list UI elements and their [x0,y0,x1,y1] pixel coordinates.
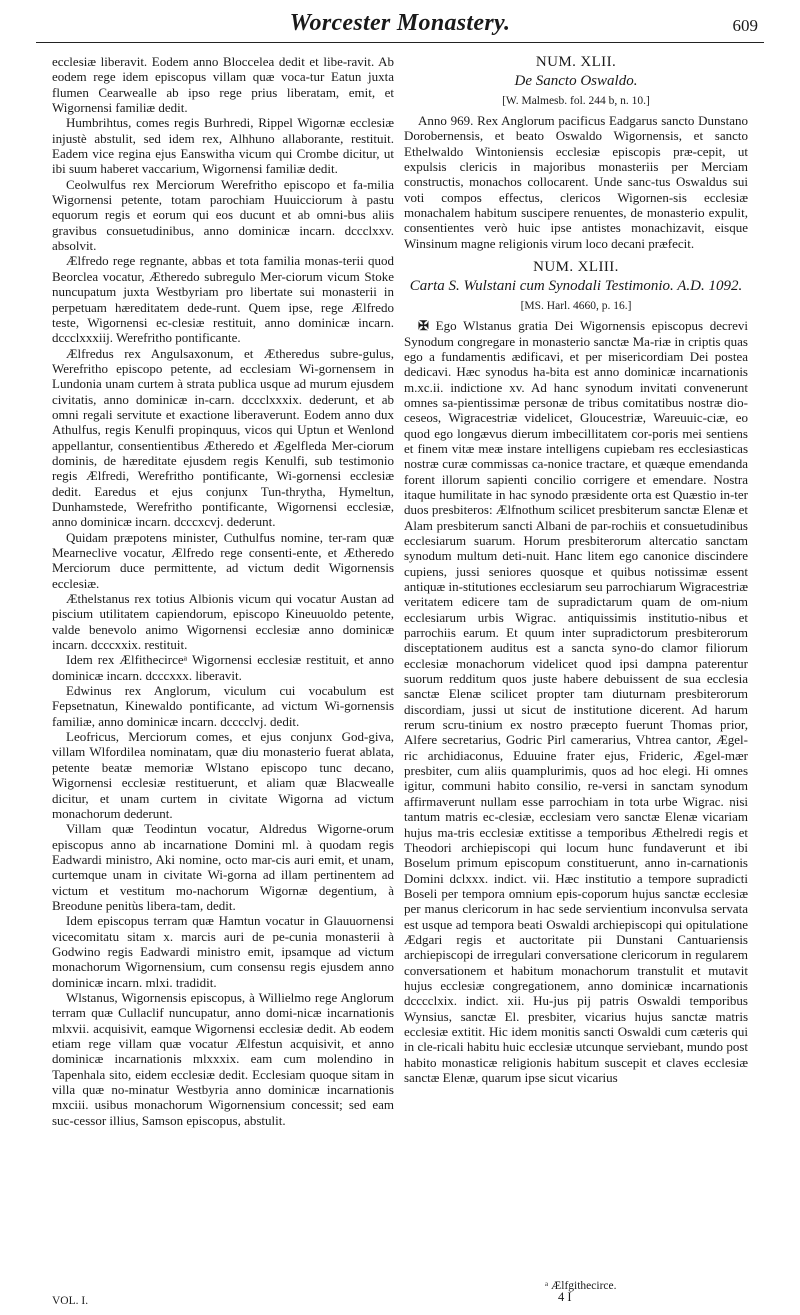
source-citation-xliii: [MS. Harl. 4660, p. 16.] [520,299,632,312]
paragraph: Idem episcopus terram quæ Hamtun vocatur in Glauuornensi vicecomitatu sitam x. marcis auri de pe-cunia monasterii à Godwino regis Eadwardi ministro emit, ipsamque ad victum monachorum Wigornensium, cum consensu regis ejusdem anno dominicæ incarn. mlxi. tradidit. [52,913,394,990]
paragraph: Leofricus, Merciorum comes, et ejus conjunx God-giva, villam Wlfordilea nominatam, quæ diu monasterio fuerat ablata, petente beatæ memoriæ Wlstano episcopo tunc decano, Wigornensi ecclesiæ restituerunt, et aliam quæ Blacwealle dicitur, et unam curtem in civitate Wigorna ad victum monachorum dederunt. [52,729,394,821]
paragraph: Ceolwulfus rex Merciorum Werefritho episcopo et fa-milia Wigornensi petente, totam parochiam Huuicciorum à pastu equorum regis et eorum qui eos ducunt et ab omni-bus aliis gravibus consuetudinibus, anno dominicæ incarn. dccclxxv. absolvit. [52,176,394,254]
volume-label: VOL. I. [52,1295,89,1307]
running-head [36,6,764,40]
footnote: ᵃ Ælfgithecirce. [545,1280,617,1292]
right-column [404,54,748,1085]
paragraph: Ælfredo rege regnante, abbas et tota familia monas-terii quod Beorclea vocatur, Ætheredo subregulo Mer-ciorum vicum Stoke nuncupatum juxta Westbyriam pro libertate sui monasterii in perpetuam hæreditatem dede-runt. Quem ipse, rege Ælfredo teste, Wigornensi ec-clesiæ restituit, anno dominicæ incarn. dccclxxxiij. Werefritho pontificante. [52,253,394,346]
paragraph: Humbrihtus, comes regis Burhredi, Rippel Wigornæ ecclesiæ injustè abstulit, sed idem rex, Alhhuno allaborante, restituit. Eadem vice regina ejus Eanswitha vicum qui Crombe dicitur, ut ibi suum haberet vaccarium, Wigornensi familiæ dedit. [52,115,394,177]
paragraph: Quidam præpotens minister, Cuthulfus nomine, ter-ram quæ Mearneclive vocatur, Ælfredo rege consenti-ente, et Ætheredo Merciorum duce permittente, ad victum dedit Wigornensis ecclesiæ. [52,529,394,591]
left-column [52,54,394,1128]
charter-text: Ego Wlstanus gratia Dei Wigornensis episcopus decrevi Synodum congregare in monasterio sanctæ Ma-riæ in criptis quas ego a fundamentis ædificavi, et per misericordiam Dei postea dedicavi. Hæc synodus ha-bita est anno dominicæ incarnationis m.xc.ii. indictione xv. Ad hanc synodum invitati convenerunt omnes sa-pientissimæ personæ de tribus comitatibus nostræ dio-ceseos, Wigracestriæ videlicet, Gloucestriæ, Wareuuic-ciæ, eo quod ego longævus dierum imbecillitatem cor-poris mei sentiens et finem vitæ meæ instare intelligens cupiebam res ecclesiasticas nostræ curæ commissas ca-nonice tractare, et quæque emendanda forent illorum sapienti concilio corrigere et emendare. Nostra itaque humilitate in hac synodo præsidente orta est Quæstio in-ter duos presbiteros: Ælfnothum scilicet presbiterum sanctæ Elenæ et Alam presbiterum sancti Albani de par-rochiis et consuetudinibus ecclesiarum suarum. Horum presbiterorum altercatio sanctam synodum multum deti-nuit. Hanc litem ego canonice discindere cupiens, jussi seniores quosque et quibus notissimæ essent antiquæ in-stitutiones ecclesiarum seu parrochiarum Wigracestriæ veritatem edicere tam de supradictarum quam de om-nium ecclesiarum urbis Wigrac. antiquissimis institutio-nibus et parrochiis earum. Et quum inter supradictorum presbiterorum disceptationem auditus est a sancta syno-do clamor filiorum ecclesiæ monachorum videlicet quod ipsi dampna paterentur suorum redditum quos juste habere debuissent de sua ecclesia sanctæ Elenæ scilicet propter tam diuturnam presbiterorum discordiam, jussi ut sicut de institutione dicerent. Ad harum rerum scru-tinium ex nostro præcepto fuerunt Thomas prior, Alfere secretarius, Godric Pirl camerarius, Vhtrea cantor, Ægel-ric archidiaconus, Eduuine frater ejus, Frideric, Ægel-mær presbiter, cum aliis quamplurimis, quos ad hoc elegi. Hi omnes igitur, communi habito consilio, re-versi in sanctam synodum affirmaverunt nullam esse parrochiam in tota urbe Wigrac. nisi tantum matris ec-clesiæ, ecclesiam vero sanctæ Elenæ vicariam hujus ma-tris ecclesiæ extitisse a temporibus Æthelredi regis et Theodori archiepiscopi qui locum hunc fundaverunt et ibi Boselum primum episcopum constituerunt, anno in-carnationis Domini dclxxx. indict. vii. Hæc institutio a tempore supradicti Boseli per tempora omnium epis-coporum hujus sanctæ ecclesiæ per manus clericorum in hac sede servientium inconvulsa servata est usque ad tempora beati Oswaldi archiepiscopi qui opitulatione Ædgari regis et auctoritate pii Dunstani Cantuariensis archiepiscopi de irregulari conversatione clericorum in regularem conversationem et habitum monachorum transtulit et mutavit hujus ecclesiæ congregationem, anno dominicæ incarnationis dcccclxix. indict. xii. Hu-jus pij patris Oswaldi temporibus Wynsius, sanctæ El. presbiter, vicarius hujus sanctæ matris ecclesiæ extitit. Hic idem monitis sancti Oswaldi cum cæteris qui in cle-ricali habitu huic ecclesiæ utcunque serviebant, mundo post habito monasticæ religionis habitum suscepit et claves ecclesiæ sanctæ Elenæ, quarum ipse sicut vicarius [404,318,749,1085]
section-title-xlii: De Sancto Oswaldo. [514,73,638,90]
paragraph: Æthelstanus rex totius Albionis vicum qui vocatur Austan ad piscium utilitatem capiendorum, episcopo Kineuuoldo petente, valde benevolo animo Wigornensi ecclesiæ anno dominicæ incarn. dcccxxix. restituit. [52,591,394,653]
paragraph: Anno 969. Rex Anglorum pacificus Eadgarus sancto Dunstano Dorobernensis, et beato Oswaldo Wigornensis, et sancto Ethelwaldo Wintoniensis ecclesiæ episcopis præ-cepit, ut expulsis clericis in majoribus monasteriis per Merciam constructis, monachos collocarent. Unde sanc-tus Oswaldus sui voti compos effectus, clericos Wigornen-sis ecclesiæ monachalem habitum suscipere renuentes, de monasterio expulit, consentientes verò huic ipse antistes monachizavit, eisque Winsinum magne religionis virum loco decani præfecit. [404,113,748,251]
page-number: 609 [732,16,758,35]
paragraph: Edwinus rex Anglorum, viculum cui vocabulum est Fepsetnatun, Kinewaldo pontificante, ad victum Wi-gornensis familiæ, anno dominicæ incarn. dcccclvj. dedit. [52,683,394,729]
paragraph: Wlstanus, Wigornensis episcopus, à Willielmo rege Anglorum terram quæ Cullaclif nuncupatur, anno domi-nicæ incarnationis mlxvii. acquisivit, eamque Wigornensi ecclesiæ dedit. Ab eodem etiam rege villam quæ vocatur Ælfestun acquisivit, et anno dominicæ incarnationis mlxxxix. eam cum molendino in Tapenhala sito, eidem ecclesiæ dedit. Ecclesiam quoque sitam in villa quæ no-minatur Westbyria anno dominicæ incarnationis mxciii. usibus monachorum Wigornensium concessit; sed eam suc-cessor illius, Samson episcopus, abstulit. [52,989,394,1128]
cross-icon: ✠ [418,318,429,334]
section-title-xliii: Carta S. Wulstani cum Synodali Testimonio. A.D. 1092. [409,278,743,295]
paragraph: ecclesiæ liberavit. Eodem anno Bloccelea dedit et libe-ravit. Ab eodem rege idem episcopus villam quæ voca-tur Eatun juxta flumen Cearwealle ab ipso rege prius liberatam, emit, et Wigornensi familiæ dedit. [52,54,394,116]
section-number-xliii: NUM. XLIII. [533,259,619,276]
paragraph: Idem rex Ælfithecirceᵃ Wigornensi ecclesiæ restituit, et anno dominicæ incarn. dcccxxx. liberavit. [52,652,394,683]
header-rule [36,42,764,43]
page-header-title: Worcester Monastery. [289,10,511,36]
paragraph: Ælfredus rex Angulsaxonum, et Ætheredus subre-gulus, Werefritho episcopo petente, ad ecclesiam Wi-gornensem in Lundonia unam curtem à strata publica usque ad murum ejusdem civitatis, anno dominicæ in-carn. dccclxxxix. dederunt, et ab omni regali servitute et exactione liberaverunt. Eodem anno dux Athulfus, regis Kenulfi propinquus, vicos qui Uptun et Wenlond appellantur, consentientibus Ætheredo et Ægelfleda Mer-ciorum dominis, de hæreditate ejusdem regis Kenulfi, sub testimonio regis Ælfredi, Werefritho pontificante, Wi-gornensi ecclesiæ dedit. Earedus et ejus conjunx Tun-thrytha, Hymeltun, Dunhamstede, Werefritho pontificante, Wigornensi ecclesiæ, anno dominicæ incarn. dcccxcvj. dederunt. [52,345,394,530]
source-citation-xlii: [W. Malmesb. fol. 244 b, n. 10.] [502,94,650,107]
section-number-xlii: NUM. XLII. [535,54,617,70]
paragraph: Villam quæ Teodintun vocatur, Aldredus Wigorne-orum episcopus anno ab incarnatione Domini ml. à quodam regis Eadwardi ministro, Aki nomine, octo mar-cis auri emit, et unam, curtemque unam in civitate Wi-gorna ad illam pertinentem ad victum et vestitum mo-nachorum Wigornæ degentium, à Breodune penitùs libera-tam, dedit. [52,821,394,913]
signature-mark: 4 I [558,1290,572,1304]
